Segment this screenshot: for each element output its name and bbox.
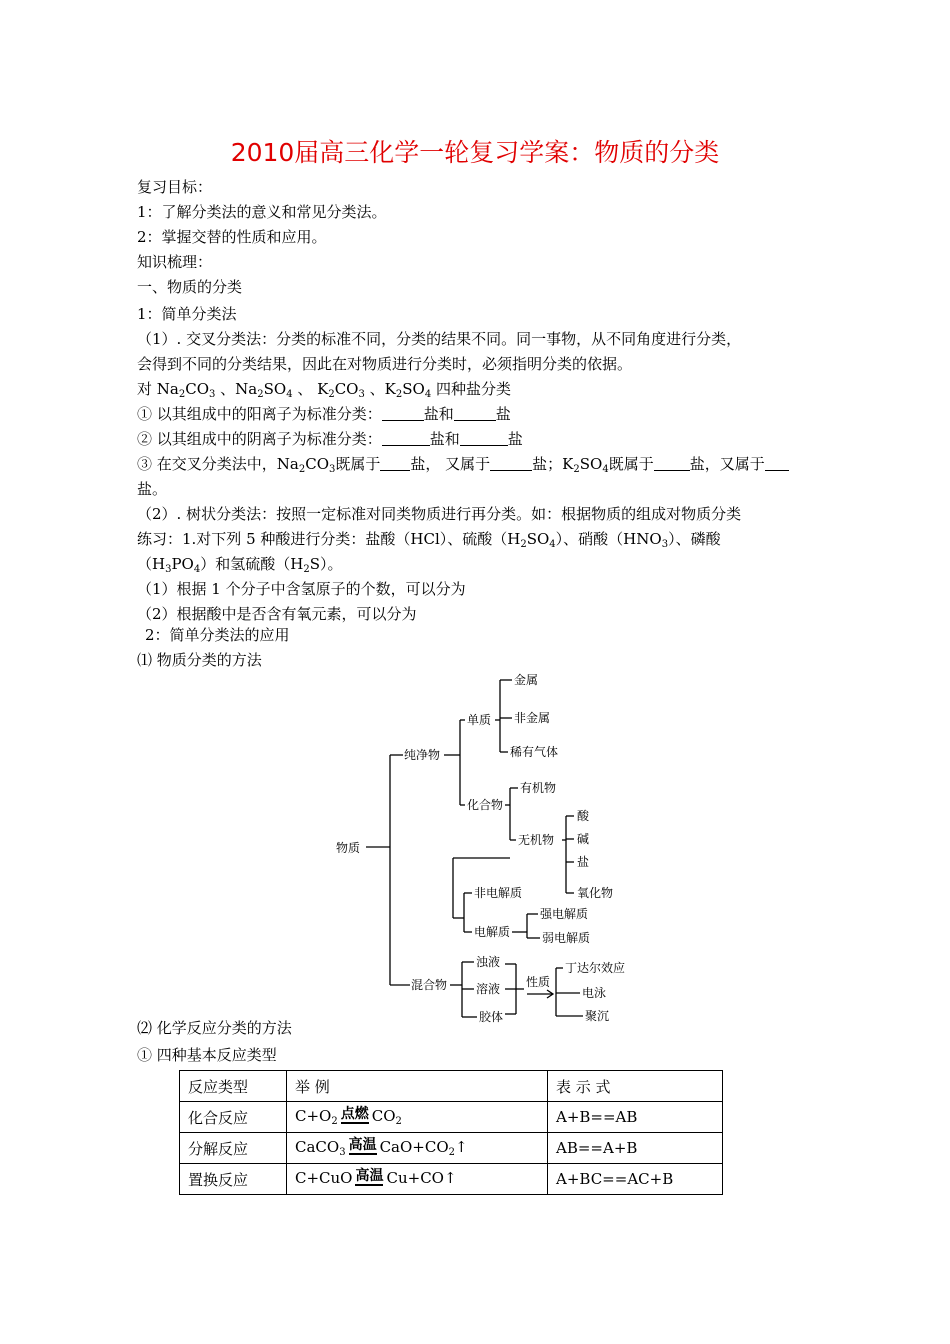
table-header-row — [180, 1071, 723, 1102]
table-row — [180, 1133, 723, 1164]
node-noble: 稀有气体 — [510, 745, 559, 759]
table-row — [180, 1164, 723, 1195]
text-line: 复习目标： — [137, 178, 213, 196]
text-line: （2）. 树状分类法：按照一定标准对同类物质进行再分类。如：根据物质的组成对物质分类 — [137, 505, 742, 523]
node-coagulation: 聚沉 — [585, 1009, 610, 1023]
node-solution: 溶液 — [476, 982, 501, 996]
node-tyndall: 丁达尔效应 — [565, 961, 626, 975]
node-element: 单质 — [467, 713, 492, 727]
question-1: ① 以其组成中的阳离子为标准分类： 盐和 盐 — [137, 405, 511, 423]
text-line: 知识梳理： — [137, 253, 213, 271]
text-line: ① 四种基本反应类型 — [137, 1046, 277, 1064]
text-line: 1：简单分类法 — [137, 305, 237, 323]
reaction-type: 置换反应 — [180, 1164, 287, 1195]
text-line: 会得到不同的分类结果，因此在对物质进行分类时，必须指明分类的依据。 — [137, 355, 633, 373]
exercise-line-2: $(H_3PO_4)$和氢硫酸$(H_2S)$。 — [137, 555, 343, 575]
exercise-line: 练习：1.对下列 5 种酸进行分类：盐酸（HCl）、硫酸$(H_2SO_4)$、硝酸$(HNO_3)$、磷酸 — [137, 530, 721, 550]
node-compound: 化合物 — [467, 798, 504, 812]
text-line: ⑴ 物质分类的方法 — [137, 651, 262, 669]
node-pure: 纯净物 — [404, 748, 441, 762]
node-property: 性质 — [526, 975, 551, 989]
page-title: 2010届高三化学一轮复习学案：物质的分类 — [230, 138, 720, 167]
node-mixture: 混合物 — [411, 978, 448, 992]
reaction-example: $C+O_2$ 点燃 $CO_2$ — [287, 1102, 548, 1133]
reaction-type: 化合反应 — [180, 1102, 287, 1133]
node-root: 物质 — [336, 841, 361, 855]
node-electrophoresis: 电泳 — [582, 986, 607, 1000]
text-line: （1）. 交叉分类法：分类的标准不同，分类的结果不同。同一事物，从不同角度进行分类， — [137, 330, 742, 348]
node-turbid: 浊液 — [476, 955, 501, 969]
node-electrolyte: 电解质 — [474, 925, 511, 939]
reaction-type: 分解反应 — [180, 1133, 287, 1164]
table-header: 反应类型 — [180, 1071, 287, 1102]
node-strong-electrolyte: 强电解质 — [540, 907, 589, 921]
reaction-example: CaCO$_3$ 高温 $CaO+CO_2↑$ — [287, 1133, 548, 1164]
node-salt: 盐 — [577, 855, 590, 869]
text-line: ⑵ 化学反应分类的方法 — [137, 1019, 292, 1037]
node-acid: 酸 — [577, 809, 590, 823]
text-line: 2：简单分类法的应用 — [145, 626, 290, 644]
node-metal: 金属 — [514, 673, 539, 687]
reaction-types-table — [179, 1070, 723, 1195]
node-colloid: 胶体 — [479, 1010, 504, 1024]
node-organic: 有机物 — [520, 781, 557, 795]
question-3: ③ 在交叉分类法中，$Na_2CO_3$既属于 盐， 又属于 盐；$K_2SO_4$既属于 盐，又属于 — [137, 454, 789, 480]
reaction-example: C+CuO 高温 Cu+CO↑ — [287, 1164, 548, 1195]
text-line: （1）根据 1 个分子中含氢原子的个数，可以分为 — [137, 580, 466, 598]
text-line: 一、物质的分类 — [137, 278, 243, 296]
node-base: 碱 — [577, 832, 590, 846]
text-line: （2）根据酸中是否含有氧元素，可以分为 — [137, 605, 417, 623]
node-nonmetal: 非金属 — [514, 711, 551, 725]
text-line: 2：掌握交替的性质和应用。 — [137, 228, 327, 246]
reaction-expression: A+B==AB — [548, 1102, 723, 1133]
text-line: 1：了解分类法的意义和常见分类法。 — [137, 203, 387, 221]
table-header: 表 示 式 — [548, 1071, 723, 1102]
node-weak-electrolyte: 弱电解质 — [542, 931, 591, 945]
question-3-end: 盐。 — [137, 480, 168, 498]
reaction-expression: A+BC==AC+B — [548, 1164, 723, 1195]
question-2: ② 以其组成中的阴离子为标准分类： 盐和 盐 — [137, 430, 523, 448]
reaction-expression: AB==A+B — [548, 1133, 723, 1164]
table-row — [180, 1102, 723, 1133]
node-oxide: 氧化物 — [577, 886, 614, 900]
node-inorganic: 无机物 — [518, 833, 555, 847]
table-header: 举 例 — [287, 1071, 548, 1102]
node-nonelectrolyte: 非电解质 — [474, 886, 523, 900]
salts-line: 对 $Na_2CO_3$ 、$Na_2SO_4$ 、 $K_2CO_3$ 、$K_2SO_4$ 四种盐分类 — [137, 380, 511, 400]
